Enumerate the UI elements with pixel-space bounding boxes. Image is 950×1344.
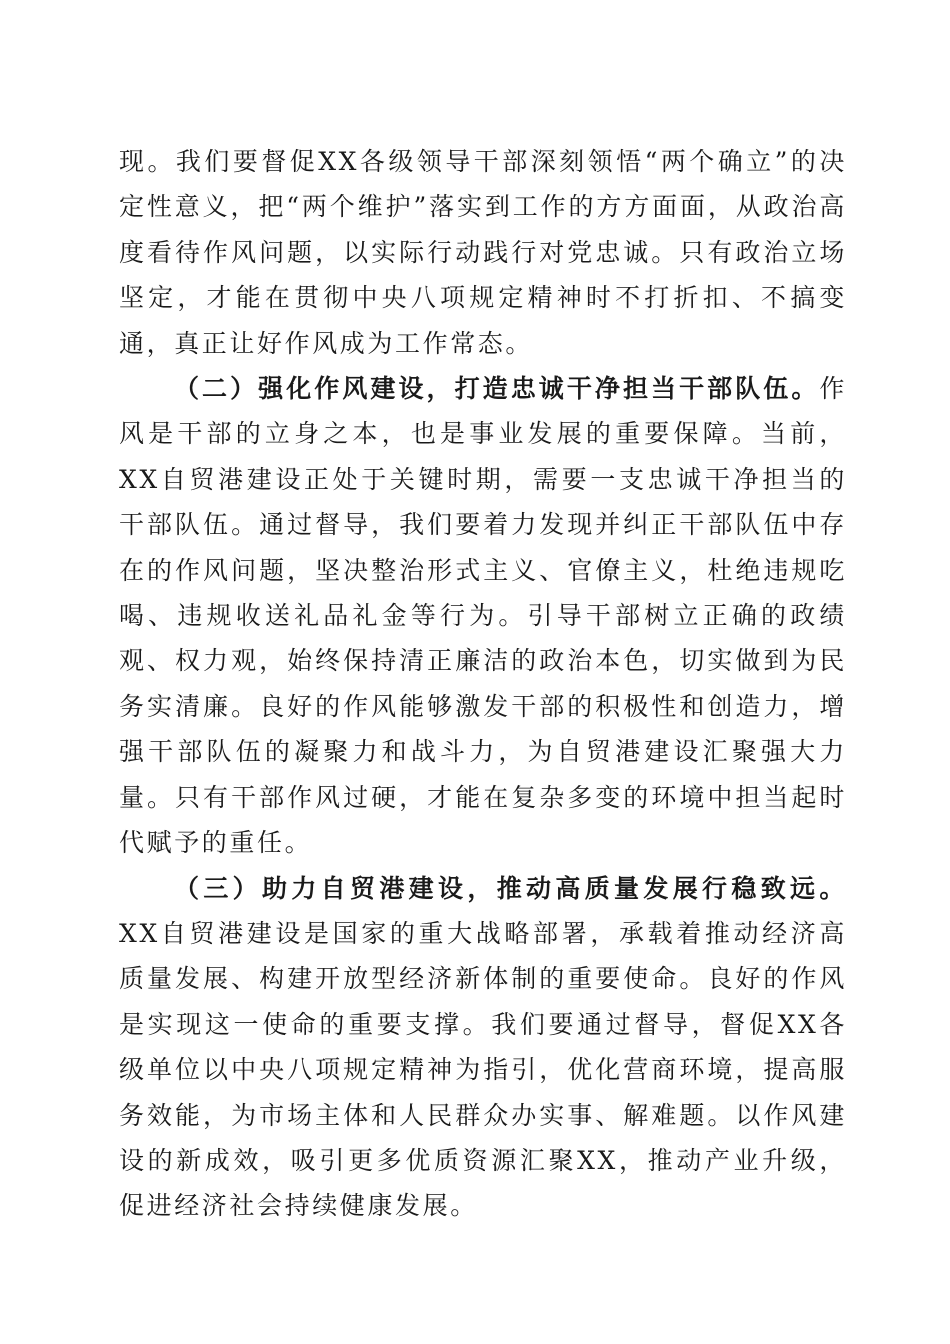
section-three-heading: （三）助力自贸港建设，推动高质量发展行稳致远。 xyxy=(174,873,847,903)
section-three-paragraph xyxy=(119,866,847,1229)
section-two-text: 作风是干部的立身之本，也是事业发展的重要保障。当前，XX自贸港建设正处于关键时期，需要一支忠诚干净担当的干部队伍。通过督导，我们要着力发现并纠正干部队伍中存在的作风问题，坚决整治形式主义、官僚主义，杜绝违规吃喝、违规收送礼品礼金等行为。引导干部树立正确的政绩观、权力观，始终保持清正廉洁的政治本色，切实做到为民务实清廉。良好的作风能够激发干部的积极性和创造力，增强干部队伍的凝聚力和战斗力，为自贸港建设汇聚强大力量。只有干部作风过硬，才能在复杂多变的环境中担当起时代赋予的重任。 xyxy=(119,374,847,858)
section-two-paragraph xyxy=(119,366,847,865)
section-three-text: XX自贸港建设是国家的重大战略部署，承载着推动经济高质量发展、构建开放型经济新体制的重要使命。良好的作风是实现这一使命的重要支撑。我们要通过督导，督促XX各级单位以中央八项规定精神为指引，优化营商环境，提高服务效能，为市场主体和人民群众办实事、解难题。以作风建设的新成效，吸引更多优质资源汇聚XX，推动产业升级，促进经济社会持续健康发展。 xyxy=(119,918,847,1221)
paragraph-text: 现。我们要督促XX各级领导干部深刻领悟“两个确立”的决定性意义，把“两个维护”落实到工作的方方面面，从政治高度看待作风问题，以实际行动践行对党忠诚。只有政治立场坚定，才能在贯彻中央八项规定精神时不打折扣、不搞变通，真正让好作风成为工作常态。 xyxy=(119,147,847,358)
section-two-heading: （二）强化作风建设，打造忠诚干净担当干部队伍。 xyxy=(174,374,820,404)
paragraph-continuation xyxy=(119,139,847,366)
document-body xyxy=(119,139,847,1229)
